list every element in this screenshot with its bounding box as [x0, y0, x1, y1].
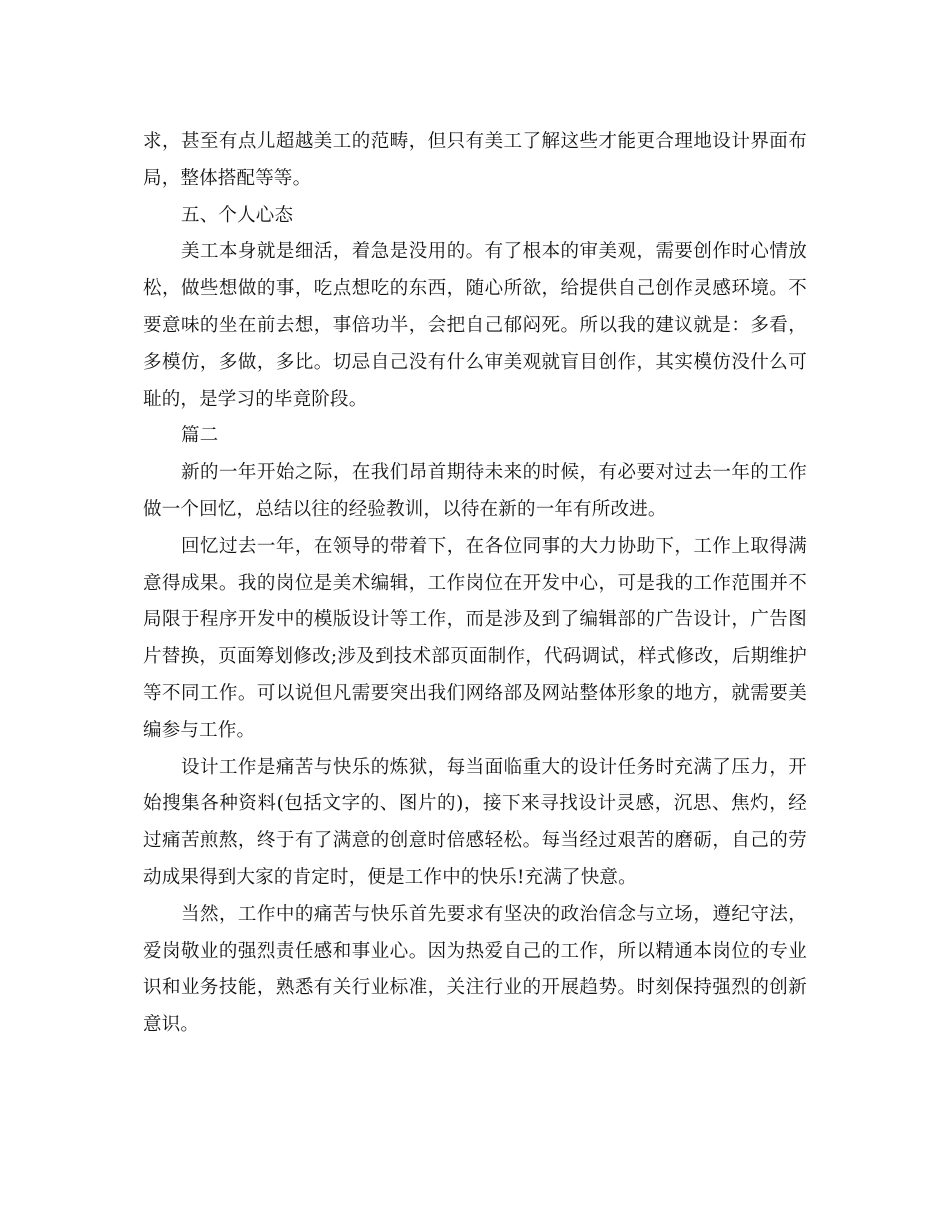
section-heading-personal-mindset: 五、个人心态 [181, 204, 294, 226]
paragraph-design-work: 设计工作是痛苦与快乐的炼狱，每当面临重大的设计任务时充满了压力，开始搜集各种资料(包括文字的、图片的)，接下来寻找设计灵感，沉思、焦灼，经过痛苦煎熬，终于有了满意的创意时倍感轻松。每当经过艰苦的磨砺，自己的劳动成果得到大家的肯定时，便是工作中的快乐!充满了快意。 [143, 756, 807, 888]
section-heading-part-two: 篇二 [181, 425, 219, 447]
paragraph-new-year: 新的一年开始之际，在我们昂首期待未来的时候，有必要对过去一年的工作做一个回忆，总结以往的经验教训，以待在新的一年有所改进。 [143, 462, 807, 520]
paragraph-commitment: 当然，工作中的痛苦与快乐首先要求有坚决的政治信念与立场，遵纪守法，爱岗敬业的强烈责任感和事业心。因为热爱自己的工作，所以精通本岗位的专业识和业务技能，熟悉有关行业标准，关注行业的开展趋势。时刻保持强烈的创新意识。 [143, 903, 807, 1036]
paragraph-review-year: 回忆过去一年，在领导的带着下，在各位同事的大力协助下，工作上取得满意得成果。我的岗位是美术编辑，工作岗位在开发中心，可是我的工作范围并不局限于程序开发中的模版设计等工作，而是涉及到了编辑部的广告设计，广告图片替换，页面筹划修改;涉及到技术部页面制作，代码调试，样式修改，后期维护等不同工作。可以说但凡需要突出我们网络部及网站整体形象的地方，就需要美编参与工作。 [143, 535, 807, 741]
document-body [143, 124, 807, 1044]
paragraph-mindset: 美工本身就是细活，着急是没用的。有了根本的审美观，需要创作时心情放松，做些想做的事，吃点想吃的东西，随心所欲，给提供自己创作灵感环境。不要意味的坐在前去想，事倍功半，会把自己郁闷死。所以我的建议就是：多看，多模仿，多做，多比。切忌自己没有什么审美观就盲目创作，其实模仿没什么可耻的，是学习的毕竟阶段。 [143, 241, 807, 410]
paragraph-continued: 求，甚至有点儿超越美工的范畴，但只有美工了解这些才能更合理地设计界面布局，整体搭配等等。 [143, 131, 807, 189]
